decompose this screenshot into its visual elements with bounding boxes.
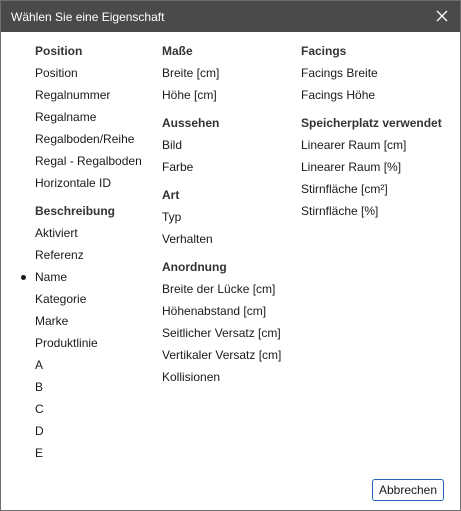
property-regal-regalboden[interactable]: Regal - Regalboden: [35, 154, 142, 168]
heading-speicherplatz: Speicherplatz verwendet: [301, 116, 442, 130]
property-breite[interactable]: Breite [cm]: [162, 66, 220, 80]
property-regalnummer[interactable]: Regalnummer: [35, 88, 111, 102]
property-d[interactable]: D: [35, 424, 44, 438]
close-button[interactable]: [428, 3, 456, 29]
property-aktiviert[interactable]: Aktiviert: [35, 226, 78, 240]
property-kollisionen[interactable]: Kollisionen: [162, 370, 221, 384]
group-aussehen: [162, 115, 281, 181]
heading-aussehen: Aussehen: [162, 116, 220, 130]
property-farbe[interactable]: Farbe: [162, 160, 194, 174]
property-hoehenabstand[interactable]: Höhenabstand [cm]: [162, 304, 267, 318]
property-linearer-raum-pct[interactable]: Linearer Raum [%]: [301, 160, 402, 174]
group-masse: [162, 43, 281, 109]
property-c[interactable]: C: [35, 402, 44, 416]
property-typ[interactable]: Typ: [162, 210, 182, 224]
property-horizontale-id[interactable]: Horizontale ID: [35, 176, 112, 190]
property-linearer-raum-cm[interactable]: Linearer Raum [cm]: [301, 138, 407, 152]
property-referenz[interactable]: Referenz: [35, 248, 84, 262]
property-breite-der-luecke[interactable]: Breite der Lücke [cm]: [162, 282, 276, 296]
property-hoehe[interactable]: Höhe [cm]: [162, 88, 217, 102]
property-marke[interactable]: Marke: [35, 314, 69, 328]
group-speicherplatz: [301, 115, 442, 225]
property-kategorie[interactable]: Kategorie: [35, 292, 87, 306]
property-bild[interactable]: Bild: [162, 138, 183, 152]
group-position: [35, 43, 142, 197]
property-seitlicher-versatz[interactable]: Seitlicher Versatz [cm]: [162, 326, 281, 340]
property-facings-breite[interactable]: Facings Breite: [301, 66, 378, 80]
property-vertikaler-versatz[interactable]: Vertikaler Versatz [cm]: [162, 348, 282, 362]
group-facings: [301, 43, 442, 109]
property-a[interactable]: A: [35, 358, 44, 372]
property-regalname[interactable]: Regalname: [35, 110, 97, 124]
heading-anordnung: Anordnung: [162, 260, 227, 274]
dialog-title: Wählen Sie eine Eigenschaft: [11, 10, 165, 24]
property-e[interactable]: E: [35, 446, 44, 460]
property-verhalten[interactable]: Verhalten: [162, 232, 213, 246]
group-art: [162, 187, 281, 253]
property-name[interactable]: [35, 269, 142, 291]
heading-masse: Maße: [162, 44, 193, 58]
property-position[interactable]: Position: [35, 66, 78, 80]
property-regalboden-reihe[interactable]: Regalboden/Reihe: [35, 132, 135, 146]
column-1: [35, 43, 142, 473]
group-beschreibung: [35, 203, 142, 467]
group-anordnung: [162, 259, 281, 391]
column-2: [162, 43, 281, 397]
selected-bullet-icon: [21, 275, 26, 280]
close-icon: [436, 10, 448, 22]
property-stirnflaeche-cm2[interactable]: Stirnfläche [cm²]: [301, 182, 388, 196]
heading-position: Position: [35, 44, 83, 58]
heading-art: Art: [162, 188, 180, 202]
property-produktlinie[interactable]: Produktlinie: [35, 336, 98, 350]
cancel-button[interactable]: Abbrechen: [372, 479, 444, 501]
heading-facings: Facings: [301, 44, 347, 58]
property-facings-hoehe[interactable]: Facings Höhe: [301, 88, 376, 102]
heading-beschreibung: Beschreibung: [35, 204, 116, 218]
title-bar: [1, 1, 460, 32]
property-name-label: Name: [35, 270, 68, 284]
column-3: [301, 43, 442, 231]
property-b[interactable]: B: [35, 380, 44, 394]
property-stirnflaeche-pct[interactable]: Stirnfläche [%]: [301, 204, 379, 218]
